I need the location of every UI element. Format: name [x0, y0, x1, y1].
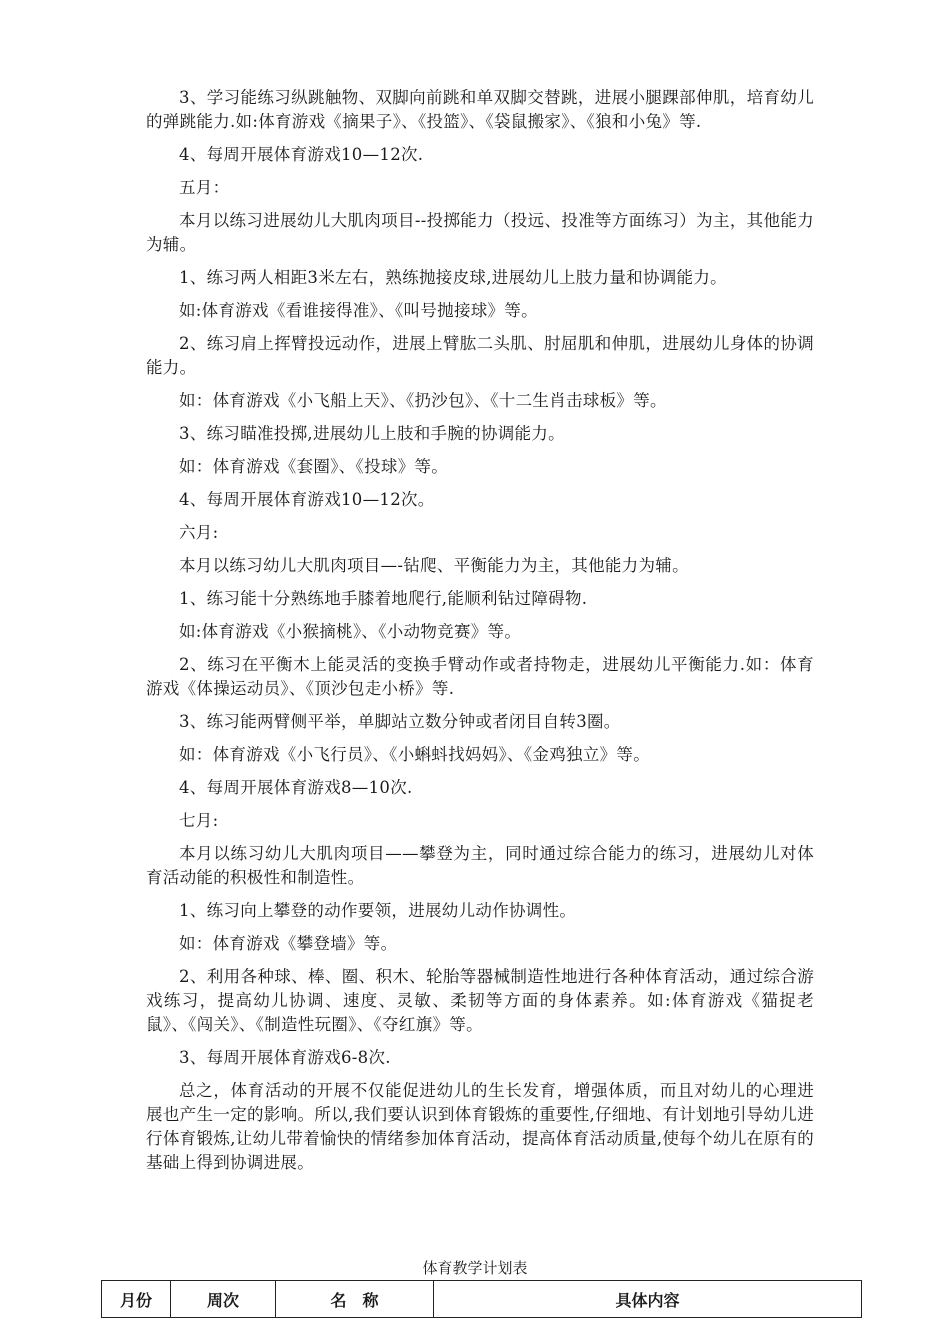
conclusion-paragraph: 总之，体育活动的开展不仅能促进幼儿的生长发育，增强体质，而且对幼儿的心理进展也产生一定的影响。所以,我们要认识到体育锻炼的重要性,仔细地、有计划地引导幼儿进行体育锻炼,让幼儿带着愉快的情绪参加体育活动，提高体育活动质量,使每个幼儿在原有的基础上得到协调进展。	[146, 1081, 814, 1172]
paragraph: 如：体育游戏《小飞行员》、《小蝌蚪找妈妈》、《金鸡独立》等。	[179, 745, 650, 764]
paragraph: 1、练习向上攀登的动作要领，进展幼儿动作协调性。	[179, 901, 577, 920]
paragraph: 本月以练习幼儿大肌肉项目——攀登为主，同时通过综合能力的练习，进展幼儿对体育活动能的积极性和制造性。	[146, 844, 814, 887]
header-name: 名 称	[276, 1281, 434, 1318]
paragraph: 1、练习能十分熟练地手膝着地爬行,能顺利钻过障碍物.	[179, 589, 588, 608]
paragraph: 4、每周开展体育游戏10—12次.	[179, 145, 424, 164]
paragraph: 4、每周开展体育游戏10—12次。	[179, 490, 435, 509]
paragraph: 如：体育游戏《攀登墙》等。	[179, 934, 398, 953]
paragraph: 4、每周开展体育游戏8—10次.	[179, 778, 413, 797]
paragraph: 本月以练习幼儿大肌肉项目—-钻爬、平衡能力为主，其他能力为辅。	[179, 556, 689, 575]
paragraph: 3、练习能两臂侧平举，单脚站立数分钟或者闭目自转3圈。	[179, 712, 621, 731]
paragraph: 如:体育游戏《小猴摘桃》、《小动物竞赛》等。	[179, 622, 522, 641]
table-header-row	[102, 1281, 862, 1318]
paragraph: 本月以练习进展幼儿大肌肉项目--投掷能力（投远、投准等方面练习）为主，其他能力为辅。	[146, 211, 814, 254]
header-month: 月份	[102, 1281, 171, 1318]
paragraph: 3、每周开展体育游戏6-8次.	[179, 1048, 391, 1067]
table-title: 体育教学计划表	[422, 1259, 528, 1277]
document-body	[146, 86, 814, 1184]
header-week: 周次	[171, 1281, 276, 1318]
paragraph: 2、练习在平衡木上能灵活的变换手臂动作或者持物走，进展幼儿平衡能力.如：体育游戏《体操运动员》、《顶沙包走小桥》等.	[146, 655, 814, 698]
paragraph: 如：体育游戏《套圈》、《投球》等。	[179, 457, 449, 476]
paragraph: 1、练习两人相距3米左右，熟练抛接皮球,进展幼儿上肢力量和协调能力。	[179, 268, 727, 287]
section-heading-may: 五月：	[179, 178, 230, 197]
header-content: 具体内容	[434, 1281, 862, 1318]
paragraph: 如:体育游戏《看谁接得准》、《叫号抛接球》等。	[179, 301, 538, 320]
plan-table	[101, 1280, 862, 1318]
paragraph: 2、练习肩上挥臂投远动作，进展上臂肱二头肌、肘屈肌和伸肌，进展幼儿身体的协调能力。	[146, 334, 814, 377]
paragraph: 3、学习能练习纵跳触物、双脚向前跳和单双脚交替跳，进展小腿踝部伸肌，培育幼儿的弹跳能力.如:体育游戏《摘果子》、《投篮》、《袋鼠搬家》、《狼和小兔》等.	[146, 88, 814, 131]
paragraph: 2、利用各种球、棒、圈、积木、轮胎等器械制造性地进行各种体育活动，通过综合游戏练习，提高幼儿协调、速度、灵敏、柔韧等方面的身体素养。如:体育游戏《猫捉老鼠》、《闯关》、《制造性玩圈》、《夺红旗》等。	[146, 967, 814, 1034]
section-heading-june: 六月:	[179, 523, 219, 542]
section-heading-july: 七月:	[179, 811, 219, 830]
paragraph: 如：体育游戏《小飞船上天》、《扔沙包》、《十二生肖击球板》等。	[179, 391, 667, 410]
paragraph: 3、练习瞄准投掷,进展幼儿上肢和手腕的协调能力。	[179, 424, 565, 443]
